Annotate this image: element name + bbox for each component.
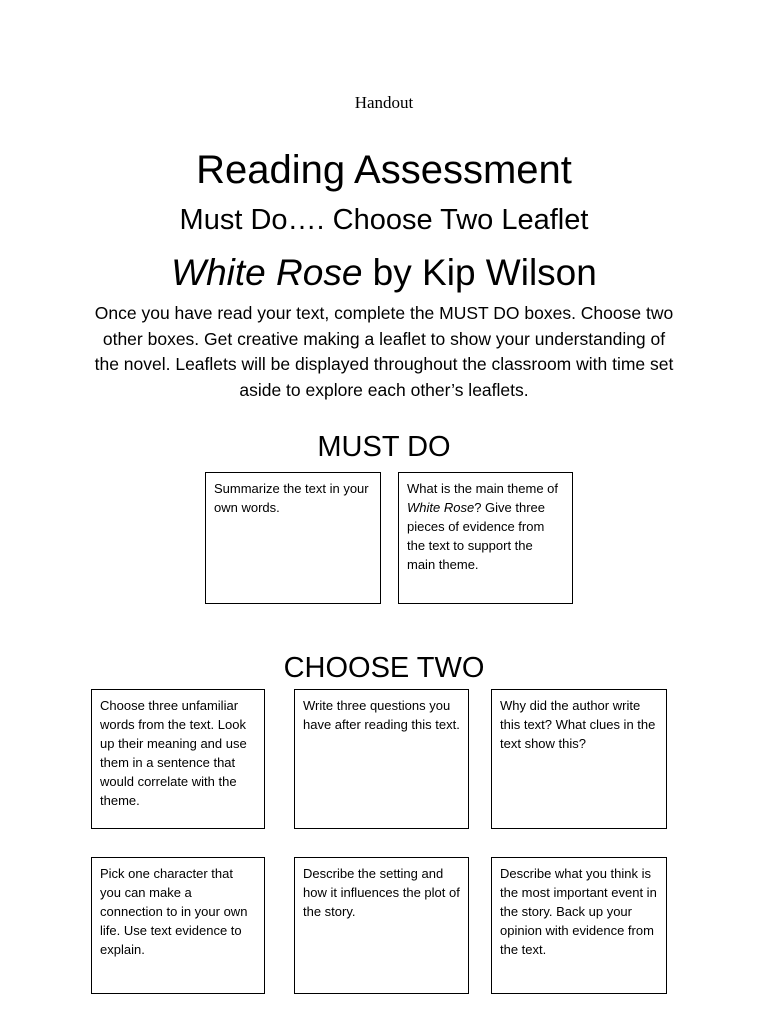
page-title: Reading Assessment (196, 148, 572, 192)
choose-two-box-important-event (491, 857, 667, 994)
choose-two-box-text: Why did the author write this text? What clues in the text show this? (500, 698, 656, 751)
must-do-box-theme (398, 472, 573, 604)
choose-two-box-text: Choose three unfamiliar words from the text. Look up their meaning and use them in a sentence that would correlate with the theme. (100, 698, 247, 808)
choose-two-box-text: Describe the setting and how it influences the plot of the story. (303, 866, 460, 919)
book-title-line (0, 250, 768, 296)
choose-two-box-text: Describe what you think is the most important event in the story. Back up your opinion with evidence from the text. (500, 866, 657, 957)
choose-two-box-character (91, 857, 265, 994)
instructions-paragraph: Once you have read your text, complete the MUST DO boxes. Choose two other boxes. Get creative making a leaflet to show your understanding of the novel. Leaflets will be displayed throughout the classroom with time set aside to explore each other’s leaflets. (94, 303, 674, 400)
choose-two-box-setting (294, 857, 469, 994)
choose-two-box-vocabulary (91, 689, 265, 829)
must-do-box-text-after: ? Give three pieces of evidence from the text to support the main theme. (407, 500, 546, 572)
choose-two-box-text: Pick one character that you can make a connection to in your own life. Use text evidence to explain. (100, 866, 248, 957)
book-title: White Rose (171, 252, 363, 293)
must-do-box-summarize (205, 472, 381, 604)
must-do-heading: MUST DO (317, 431, 451, 463)
choose-two-box-author-purpose (491, 689, 667, 829)
book-author: by Kip Wilson (362, 252, 597, 293)
must-do-box-text-before: What is the main theme of (407, 481, 559, 496)
page-subtitle: Must Do…. Choose Two Leaflet (179, 204, 589, 236)
handout-label: Handout (354, 93, 414, 112)
must-do-box-text: Summarize the text in your own words. (214, 481, 369, 515)
must-do-box-book-title: White Rose (407, 500, 475, 515)
choose-two-box-questions (294, 689, 469, 829)
choose-two-box-text: Write three questions you have after reading this text. (303, 698, 460, 732)
choose-two-heading: CHOOSE TWO (283, 652, 485, 684)
